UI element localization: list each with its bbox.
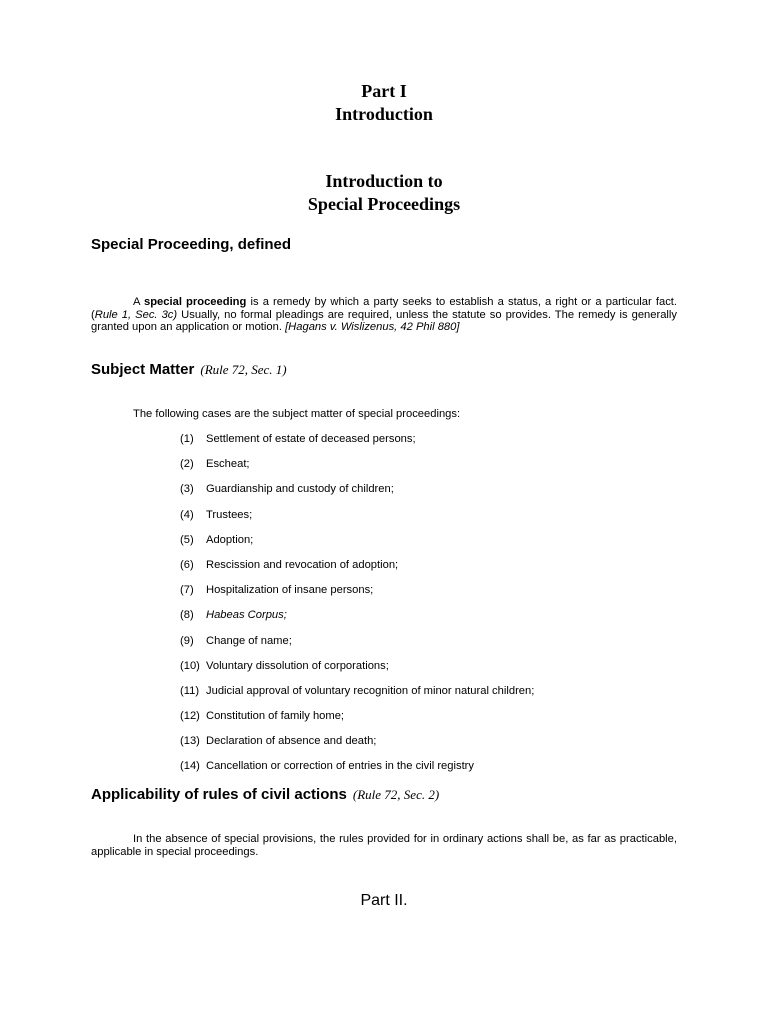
list-item-number: (9)	[180, 634, 194, 647]
definition-lead: A	[133, 296, 144, 308]
list-item	[180, 509, 534, 534]
list-item-text: Escheat;	[206, 458, 250, 471]
subject-matter-list	[180, 433, 534, 786]
list-item	[180, 534, 534, 559]
list-item	[180, 635, 534, 660]
list-item-number: (4)	[180, 508, 194, 521]
defined-term: special proceeding	[143, 296, 247, 308]
list-item	[180, 760, 534, 785]
part-name: Introduction	[335, 104, 433, 124]
list-item-text: Judicial approval of voluntary recognition of minor natural children;	[206, 684, 535, 697]
list-item-text: Rescission and revocation of adoption;	[206, 558, 399, 571]
list-item-text: Cancellation or correction of entries in the civil registry	[206, 760, 474, 773]
list-item-text: Habeas Corpus;	[206, 609, 287, 622]
list-item-text: Declaration of absence and death;	[206, 735, 377, 748]
heading-subject-matter	[91, 361, 287, 379]
list-item-number: (8)	[180, 609, 194, 622]
part-number: Part I	[361, 81, 407, 101]
list-item-number: (10)	[180, 659, 200, 672]
list-item-number: (12)	[180, 710, 200, 723]
list-item-text: Trustees;	[206, 508, 253, 521]
list-item	[180, 660, 534, 685]
heading-applicability	[91, 786, 439, 804]
heading-applicability-citation: (Rule 72, Sec. 2)	[352, 787, 440, 802]
chapter-title-line1: Introduction to	[325, 171, 443, 191]
list-item-number: (6)	[180, 558, 194, 571]
list-item	[180, 609, 534, 634]
list-item-text: Voluntary dissolution of corporations;	[206, 659, 389, 672]
chapter-title	[0, 170, 768, 216]
list-item	[180, 735, 534, 760]
heading-subject-matter-citation: (Rule 72, Sec. 1)	[200, 362, 287, 377]
definition-paragraph	[91, 296, 677, 334]
list-intro: The following cases are the subject matter of special proceedings:	[133, 408, 461, 420]
list-item-number: (7)	[180, 584, 194, 597]
list-item-number: (3)	[180, 483, 194, 496]
list-item-text: Guardianship and custody of children;	[206, 483, 394, 496]
chapter-title-line2: Special Proceedings	[307, 194, 461, 214]
citation-rule-1: Rule 1, Sec. 3c)	[94, 308, 178, 321]
list-item	[180, 559, 534, 584]
list-item	[180, 710, 534, 735]
list-item-text: Change of name;	[206, 634, 292, 647]
list-item-number: (14)	[180, 760, 200, 773]
list-item-text: Settlement of estate of deceased persons;	[206, 433, 416, 445]
list-item-text: Hospitalization of insane persons;	[206, 584, 374, 597]
list-item-number: (13)	[180, 735, 200, 748]
list-item-number: (1)	[180, 433, 194, 445]
list-item	[180, 458, 534, 483]
heading-special-proceeding-defined: Special Proceeding, defined	[91, 236, 292, 253]
applicability-paragraph: In the absence of special provisions, the rules provided for in ordinary actions shall be, as far as practicable, applicable in special proceedings.	[91, 833, 677, 858]
list-item	[180, 483, 534, 508]
list-item-text: Adoption;	[206, 533, 254, 546]
list-item	[180, 433, 534, 458]
list-item	[180, 685, 534, 710]
list-item	[180, 584, 534, 609]
list-item-number: (2)	[180, 458, 194, 471]
part-two-title: Part II.	[360, 892, 408, 909]
list-item-number: (5)	[180, 533, 194, 546]
definition-text-cont: Usually, no formal pleadings are required, unless the statute so provides. The remedy is generally granted upon an application or motion.	[91, 308, 677, 333]
list-item-text: Constitution of family home;	[206, 710, 345, 723]
definition-text: is a remedy by which a party seeks to establish a status, a right or a particular fact. (	[91, 296, 678, 321]
heading-subject-matter-text: Subject Matter	[91, 361, 195, 378]
part-title	[0, 80, 768, 126]
citation-case: [Hagans v. Wislizenus, 42 Phil 880]	[285, 321, 460, 333]
heading-applicability-text: Applicability of rules of civil actions	[91, 786, 347, 803]
list-item-number: (11)	[180, 684, 200, 697]
